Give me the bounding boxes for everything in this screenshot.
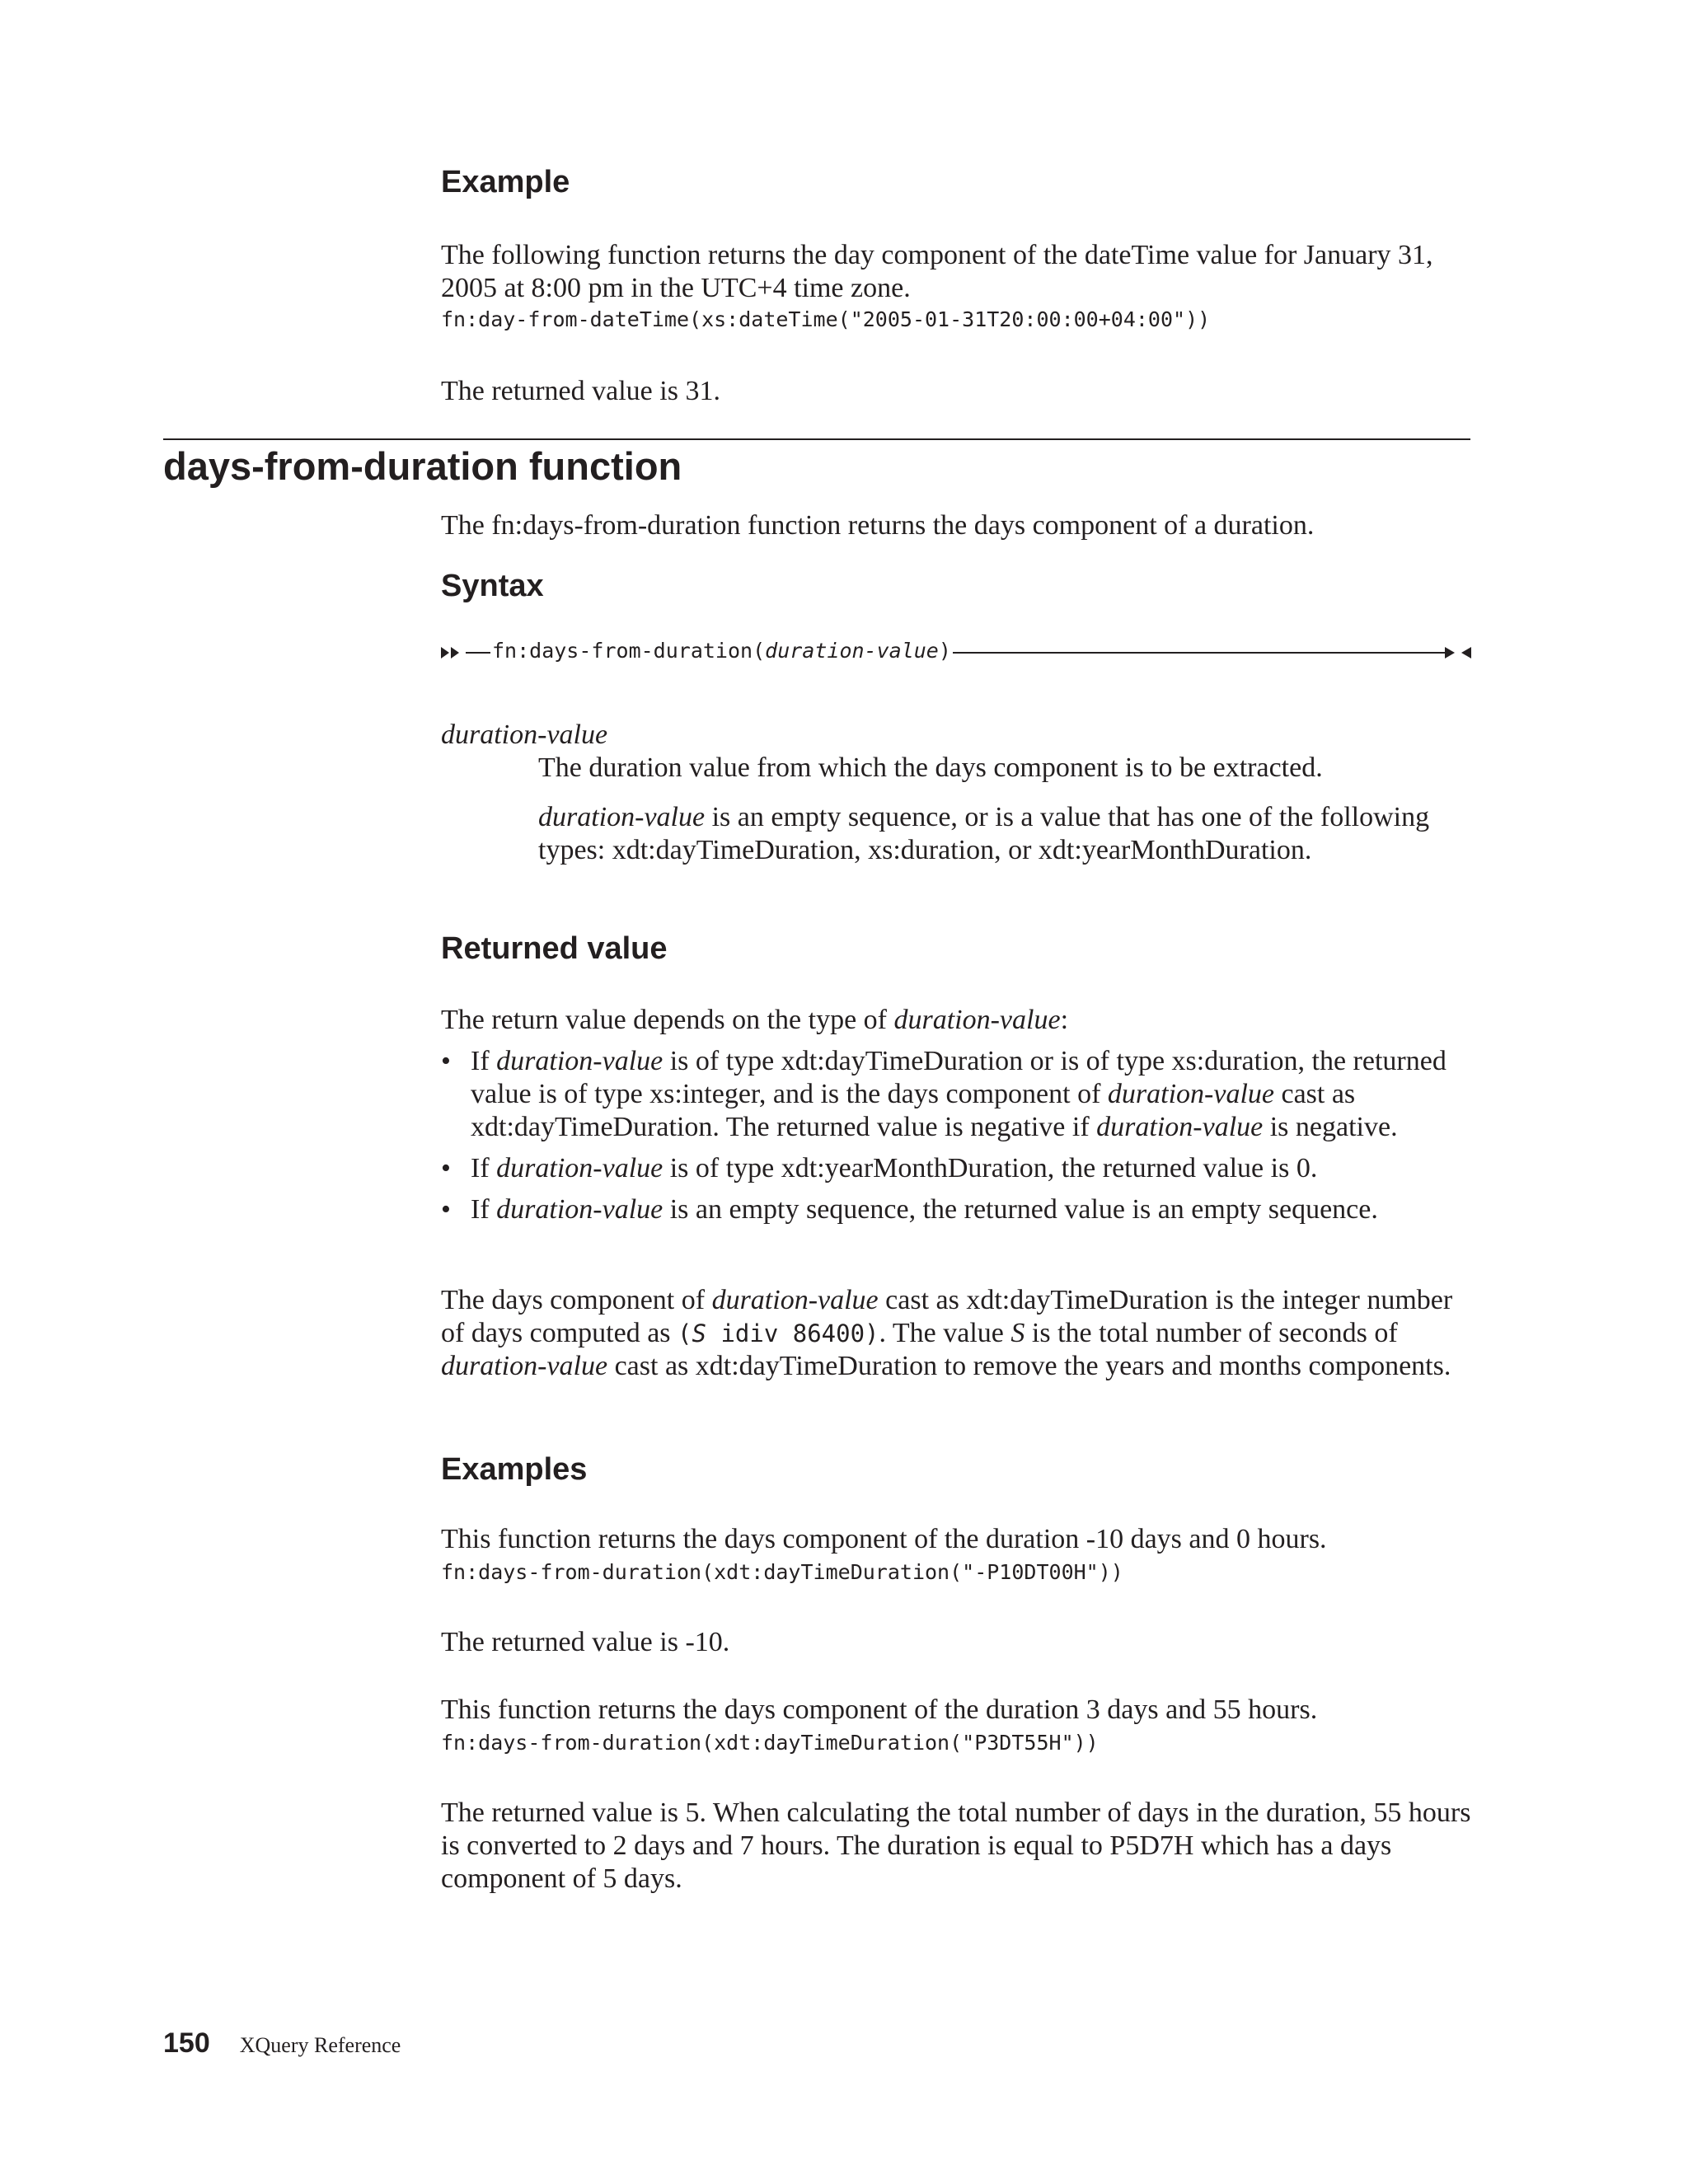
bullet-item-2: [441, 1152, 1471, 1185]
param-definition: [441, 719, 1471, 867]
returned-heading-wrap: [441, 931, 1471, 968]
syntax-expression: [490, 637, 953, 665]
returned-value-heading: Returned value: [441, 931, 668, 966]
example-1-result: The returned value is -10.: [441, 1627, 730, 1657]
example-1: [441, 1523, 1471, 1586]
example-section: [441, 165, 1471, 201]
bullet-item-1: [441, 1045, 1471, 1144]
param-def-1: The duration value from which the days component is to be extracted.: [538, 752, 1323, 783]
syntax-function-name: fn:days-from-duration(: [492, 639, 766, 663]
end-arrow: [1445, 647, 1455, 658]
syntax-param: duration-value: [765, 639, 939, 663]
page-footer: [163, 2027, 401, 2060]
para-mono: idiv 86400: [706, 1319, 865, 1347]
example-2-intro: This function returns the days component of the duration 3 days and 55 hours.: [441, 1694, 1318, 1725]
b1-d: is negative.: [1263, 1112, 1398, 1142]
example-2-result: The returned value is 5. When calculating the total number of days in the duration, 55 hours is converted to 2 days and 7 hours. The duration is equal to P5D7H which has a days component of 5 days.: [441, 1797, 1471, 1894]
b2-b: is of type xdt:yearMonthDuration, the returned value is 0.: [663, 1153, 1318, 1183]
section-intro: The fn:days-from-duration function returns the days component of a duration.: [441, 510, 1315, 541]
param-term: duration-value: [441, 719, 608, 750]
days-component-paragraph-wrap: [441, 1284, 1471, 1383]
b1-t2: duration-value: [1107, 1079, 1274, 1109]
syntax-close-paren: ): [938, 639, 951, 663]
syntax-heading: Syntax: [441, 569, 544, 603]
section-intro-wrap: [441, 509, 1471, 542]
para-c: . The value: [879, 1318, 1011, 1348]
returned-intro-term: duration-value: [893, 1005, 1061, 1035]
example-1-code: fn:days-from-duration(xdt:dayTimeDuration("-P10DT00H")): [441, 1560, 1123, 1584]
section-rule: [163, 438, 1470, 440]
bullet-marker: •: [441, 1194, 451, 1225]
b3-t: duration-value: [496, 1194, 663, 1225]
example-result-wrap: [441, 375, 1471, 408]
para-e: cast as xdt:dayTimeDuration to remove the years and months components.: [607, 1351, 1451, 1381]
returned-value-body: [441, 1004, 1471, 1226]
syntax-diagram: [441, 637, 1471, 667]
b2-a: If: [471, 1153, 497, 1183]
example-2-code: fn:days-from-duration(xdt:dayTimeDuration("P3DT55H")): [441, 1731, 1099, 1755]
returned-intro: [441, 1004, 1471, 1037]
start-arrow-2: [451, 647, 459, 658]
example-2: [441, 1694, 1471, 1756]
b1-a: If: [471, 1046, 497, 1076]
returned-bullet-list: [441, 1045, 1471, 1226]
param-def-2-rest: is an empty sequence, or is a value that has one of the following types: xdt:dayTimeDuration, xs:duration, or xdt:yearMonthDuration.: [538, 802, 1430, 865]
para-t1: duration-value: [711, 1285, 879, 1315]
example-1-result-wrap: [441, 1626, 1471, 1659]
syntax-heading-wrap: [441, 569, 1471, 605]
examples-heading-wrap: [441, 1452, 1471, 1488]
para-open-paren: (: [678, 1319, 692, 1347]
book-title: XQuery Reference: [239, 2033, 401, 2057]
para-a: The days component of: [441, 1285, 712, 1315]
example-1-intro: This function returns the days component of the duration -10 days and 0 hours.: [441, 1524, 1327, 1554]
param-def-2: [538, 801, 1471, 867]
b3-a: If: [471, 1194, 497, 1225]
para-b: cast as xdt:dayTimeDuration is the integer number of days computed as: [441, 1285, 1453, 1348]
example-heading: Example: [441, 165, 570, 199]
bullet-marker: •: [441, 1046, 451, 1076]
page-number: 150: [163, 2027, 210, 2059]
bullet-marker: •: [441, 1153, 451, 1183]
end-stop: [1461, 647, 1471, 658]
b1-b: is of type xdt:dayTimeDuration or is of type xs:duration, the returned value is of type xs:integer, and is the days component of: [471, 1046, 1447, 1109]
param-def-2-term: duration-value: [538, 802, 706, 832]
b1-c: cast as xdt:dayTimeDuration. The returned value is negative if: [471, 1079, 1356, 1142]
example-code: fn:day-from-dateTime(xs:dateTime("2005-01-31T20:00:00+04:00")): [441, 307, 1211, 331]
example-2-result-wrap: [441, 1797, 1471, 1896]
examples-heading: Examples: [441, 1452, 588, 1487]
b2-t: duration-value: [496, 1153, 663, 1183]
example-result: The returned value is 31.: [441, 376, 720, 406]
bullet-item-3: [441, 1193, 1471, 1226]
b1-t1: duration-value: [496, 1046, 663, 1076]
para-s2: S: [1010, 1318, 1025, 1348]
returned-intro-a: The return value depends on the type of: [441, 1005, 894, 1035]
para-s: S: [692, 1319, 706, 1347]
days-component-paragraph: [441, 1284, 1471, 1383]
b3-b: is an empty sequence, the returned value is an empty sequence.: [663, 1194, 1378, 1225]
para-close-paren: ): [865, 1319, 879, 1347]
b1-t3: duration-value: [1096, 1112, 1264, 1142]
returned-intro-b: :: [1060, 1005, 1069, 1035]
section-title: days-from-duration function: [163, 444, 682, 488]
example-intro: The following function returns the day component of the dateTime value for January 31, 2005 at 8:00 pm in the UTC+4 time zone.: [441, 240, 1433, 303]
para-t2: duration-value: [441, 1351, 608, 1381]
para-d: is the total number of seconds of: [1025, 1318, 1398, 1348]
start-arrow-1: [441, 647, 449, 658]
example-body: [441, 239, 1471, 333]
